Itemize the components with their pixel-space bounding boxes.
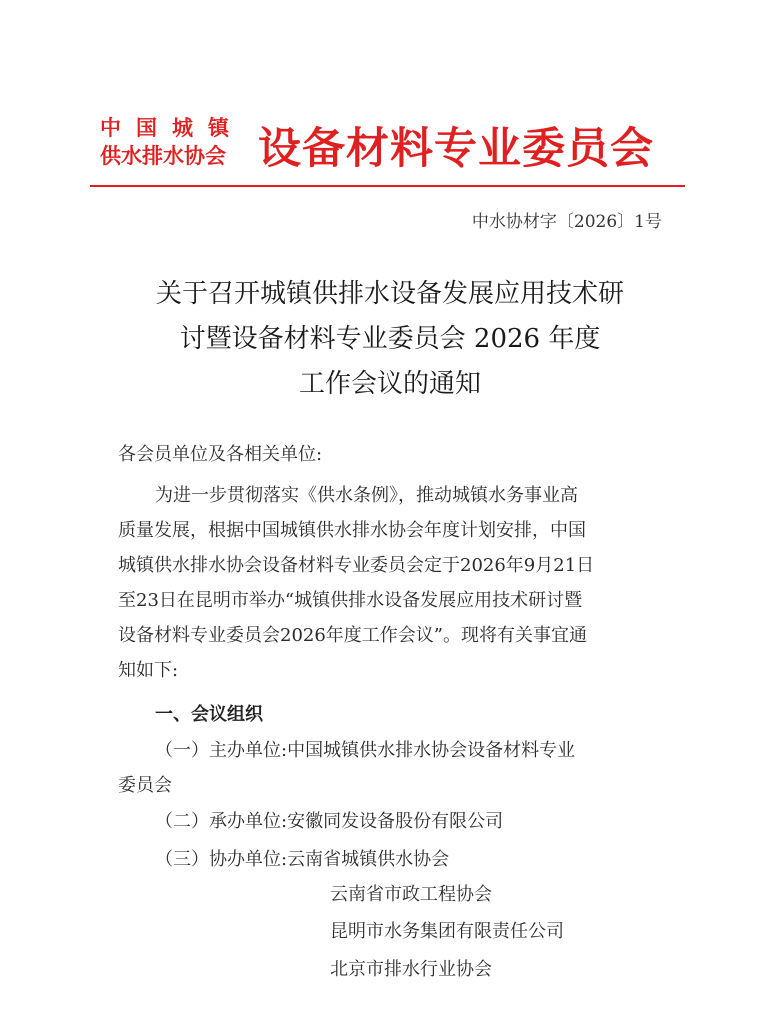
- host-unit-label: （一）主办单位:: [155, 740, 288, 761]
- intro-line: 设备材料专业委员会2026年度工作会议”。现将有关事宜通: [118, 625, 588, 646]
- coorganizer-unit-label: （三）协办单位:: [155, 849, 288, 870]
- intro-line: 质量发展，根据中国城镇供水排水协会年度计划安排，中国: [118, 520, 586, 541]
- organizer-unit-label: （二）承办单位:: [155, 811, 288, 832]
- salutation: 各会员单位及各相关单位:: [118, 444, 323, 465]
- host-unit-value: 中国城镇供水排水协会设备材料专业: [287, 740, 576, 761]
- host-unit-row: [155, 736, 575, 762]
- coorganizer-unit-row: [155, 845, 449, 871]
- intro-line: 知如下:: [118, 660, 179, 681]
- section-heading-meeting-organization: 一、会议组织: [155, 704, 263, 725]
- letterhead-committee-name: 设备材料专业委员会: [258, 124, 654, 174]
- letterhead-org-line2: 供水排水协会: [100, 144, 226, 168]
- document-title: [90, 272, 690, 407]
- organizer-unit-row: [155, 807, 503, 833]
- title-line-3: 工作会议的通知: [298, 369, 481, 399]
- coorganizer-item: 云南省市政工程协会: [330, 884, 492, 905]
- intro-paragraph: [118, 478, 666, 688]
- intro-line: 城镇供水排水协会设备材料专业委员会定于2026年9月21日: [118, 555, 595, 576]
- letterhead-org-line1: 中国城镇: [100, 116, 244, 140]
- coorganizer-item: 北京市排水行业协会: [330, 959, 492, 980]
- organizer-unit-value: 安徽同发设备股份有限公司: [287, 811, 504, 832]
- coorganizer-item: 昆明市水务集团有限责任公司: [330, 921, 564, 942]
- title-line-1: 关于召开城镇供排水设备发展应用技术研: [155, 279, 624, 309]
- intro-line: 为进一步贯彻落实《供水条例》，推动城镇水务事业高: [155, 485, 578, 506]
- host-unit-value-continued: 委员会: [118, 775, 172, 796]
- title-line-2: 讨暨设备材料专业委员会 2026 年度: [179, 324, 601, 354]
- document-number: 中水协材字〔2026〕1号: [471, 212, 662, 232]
- coorganizer-item: 云南省城镇供水协会: [287, 849, 450, 870]
- intro-line: 至23日在昆明市举办“城镇供排水设备发展应用技术研讨暨: [118, 590, 583, 611]
- letterhead-divider: [90, 185, 685, 187]
